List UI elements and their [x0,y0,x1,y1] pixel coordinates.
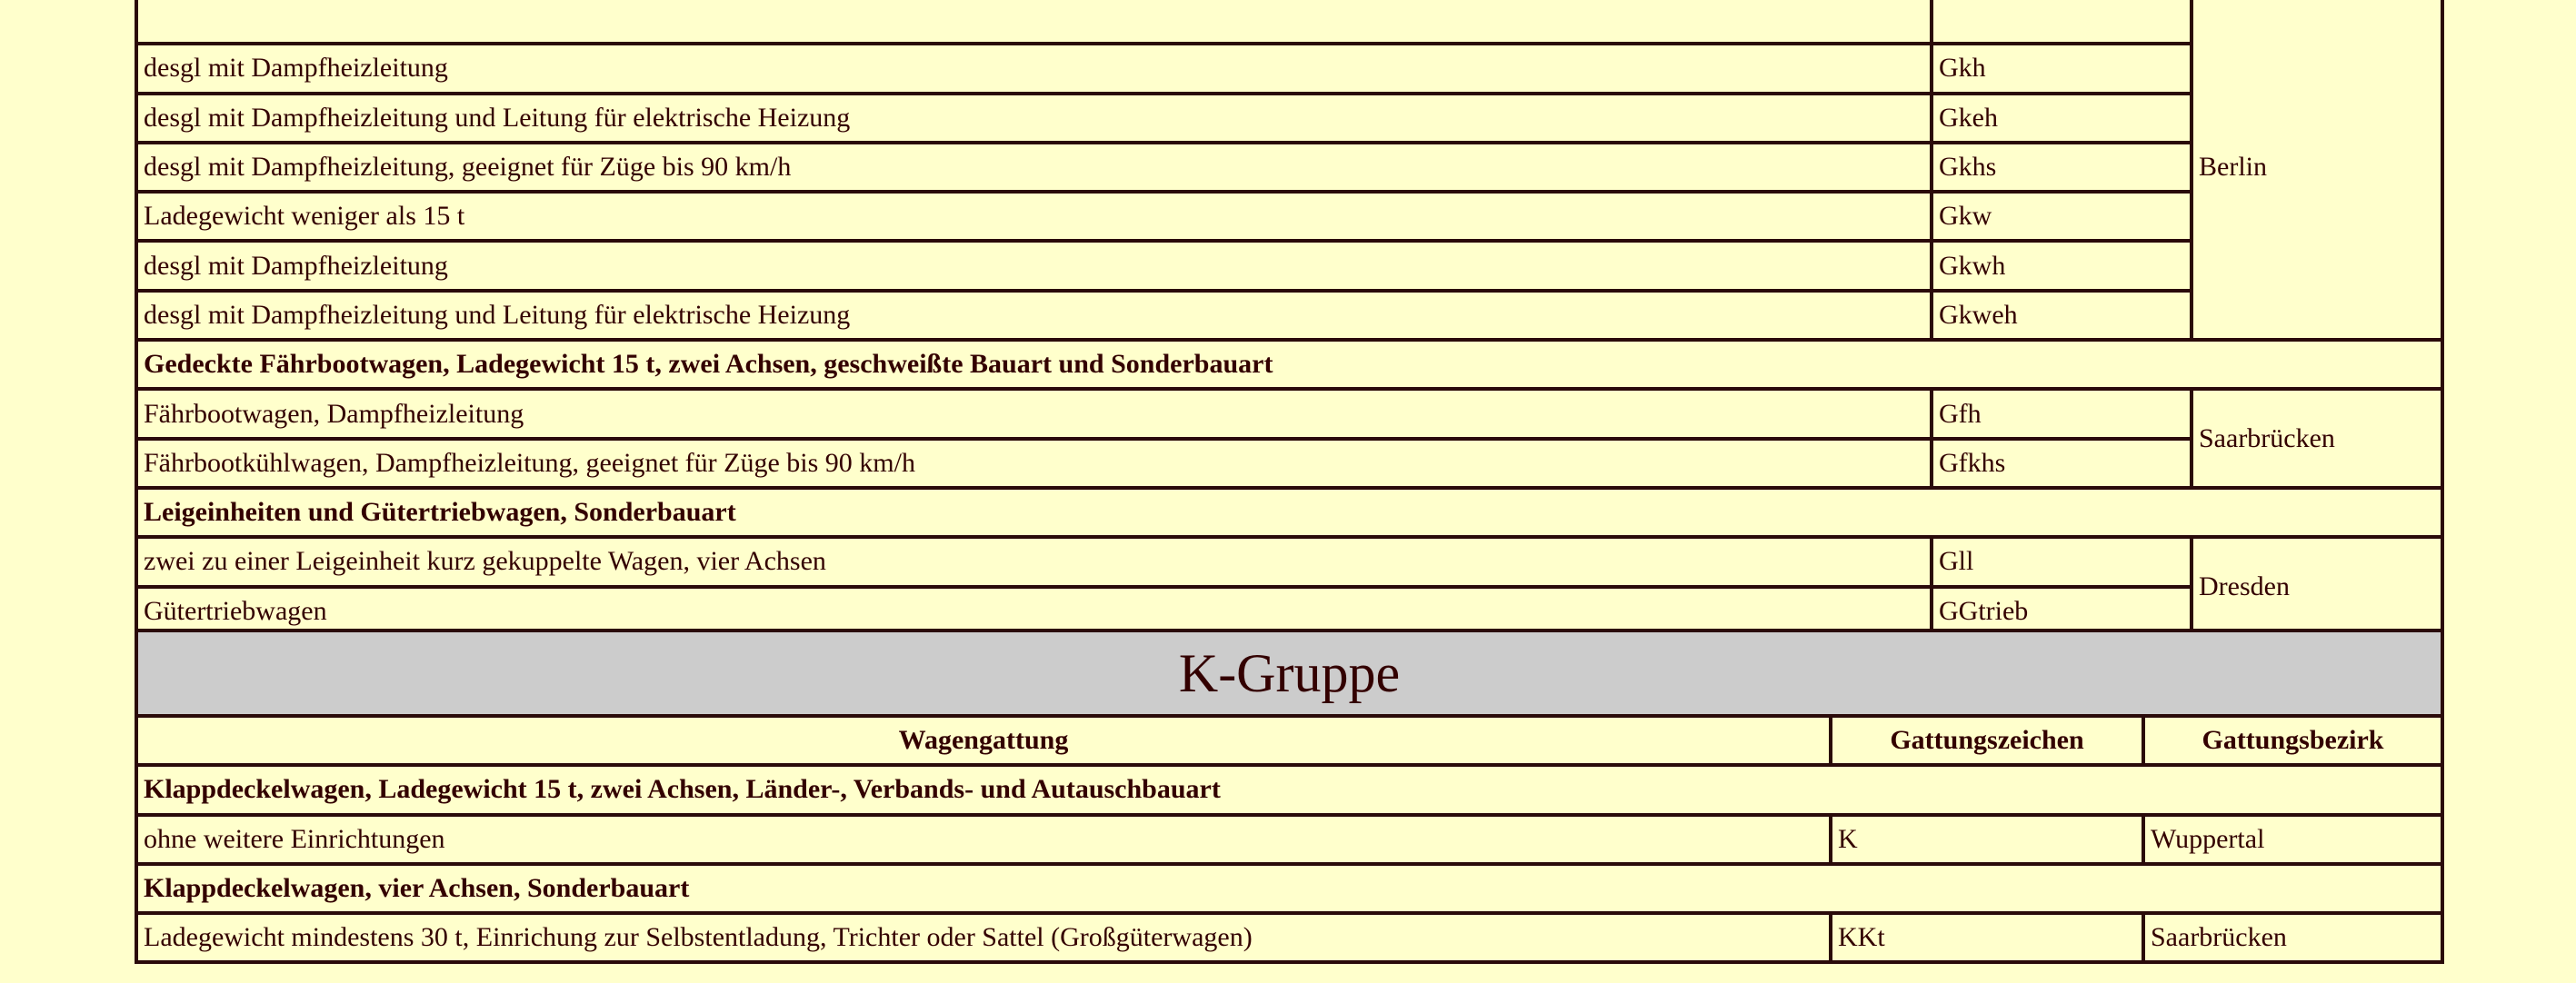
gattungsbezirk-cell: Wuppertal [2143,815,2442,864]
wagengattung-cell: Ladegewicht weniger als 15 t [136,192,1932,241]
section-heading-row [136,765,2442,814]
gattungsbezirk-cell: Berlin [2192,0,2442,340]
column-header-gattungszeichen: Gattungszeichen [1831,716,2143,765]
wagengattung-cell: Gütertriebwagen [136,587,1932,636]
gattungszeichen-cell: K [1831,815,2143,864]
wagengattung-cell: desgl mit Dampfheizleitung, geeignet für Züge bis 90 km/h [136,143,1932,192]
wagengattung-cell: desgl mit Dampfheizleitung und Leitung für elektrische Heizung [136,291,1932,340]
wagengattung-cell: Ladegewicht mindestens 30 t, Einrichung zur Selbstentladung, Trichter oder Sattel (Großgüterwagen) [136,913,1831,962]
gattungszeichen-cell: Gkweh [1932,291,2192,340]
gattungszeichen-cell: Gll [1932,537,2192,586]
gattungszeichen-cell: Gkhs [1932,143,2192,192]
gattungszeichen-cell: GGtrieb [1932,587,2192,636]
wagengattung-cell: desgl mit Dampfheizleitung und Leitung für elektrische Heizung [136,94,1932,143]
section-heading-row [136,340,2442,389]
wagengattung-cell: Fährbootwagen, Dampfheizleitung [136,389,1932,438]
gattungsbezirk-cell: Dresden [2192,537,2442,636]
k-group-table [135,629,2444,964]
gattungsbezirk-cell: Saarbrücken [2143,913,2442,962]
table-row [136,389,2442,438]
table-row [136,439,2442,488]
wagengattung-cell: desgl mit Dampfheizleitung [136,44,1932,93]
header-row [136,716,2442,765]
gattungszeichen-cell: Gkeh [1932,94,2192,143]
table-row [136,94,2442,143]
g-group-table [135,0,2444,638]
gattungszeichen-cell: Gfkhs [1932,439,2192,488]
gattungszeichen-cell: Gfh [1932,389,2192,438]
table-row [136,192,2442,241]
column-header-wagengattung: Wagengattung [136,716,1831,765]
table-row [136,537,2442,586]
section-heading-row [136,488,2442,537]
wagengattung-cell: Fährbootkühlwagen, Dampfheizleitung, geeignet für Züge bis 90 km/h [136,439,1932,488]
table-row [136,241,2442,290]
wagengattung-cell: zwei zu einer Leigeinheit kurz gekuppelte Wagen, vier Achsen [136,537,1932,586]
table-row [136,291,2442,340]
table-row [136,0,2442,44]
gattungszeichen-cell [1932,0,2192,44]
table-row [136,143,2442,192]
section-heading-row [136,864,2442,913]
column-header-gattungsbezirk: Gattungsbezirk [2143,716,2442,765]
section-heading: Leigeinheiten und Gütertriebwagen, Sonderbauart [136,488,2442,537]
wagengattung-cell: desgl mit Dampfheizleitung [136,241,1932,290]
section-heading: Gedeckte Fährbootwagen, Ladegewicht 15 t, zwei Achsen, geschweißte Bauart und Sonderbauart [136,340,2442,389]
section-heading: Klappdeckelwagen, vier Achsen, Sonderbauart [136,864,2442,913]
gattungszeichen-cell: Gkw [1932,192,2192,241]
gattungszeichen-cell: KKt [1831,913,2143,962]
table-row [136,913,2442,962]
gattungszeichen-cell: Gkh [1932,44,2192,93]
section-heading: Klappdeckelwagen, Ladegewicht 15 t, zwei Achsen, Länder-, Verbands- und Autauschbauart [136,765,2442,814]
table-row [136,44,2442,93]
table-title: K-Gruppe [136,631,2442,716]
gattungszeichen-cell: Gkwh [1932,241,2192,290]
wagengattung-cell [136,0,1932,44]
gattungsbezirk-cell: Saarbrücken [2192,389,2442,488]
table-title-row [136,631,2442,716]
table-row [136,815,2442,864]
wagengattung-cell: ohne weitere Einrichtungen [136,815,1831,864]
